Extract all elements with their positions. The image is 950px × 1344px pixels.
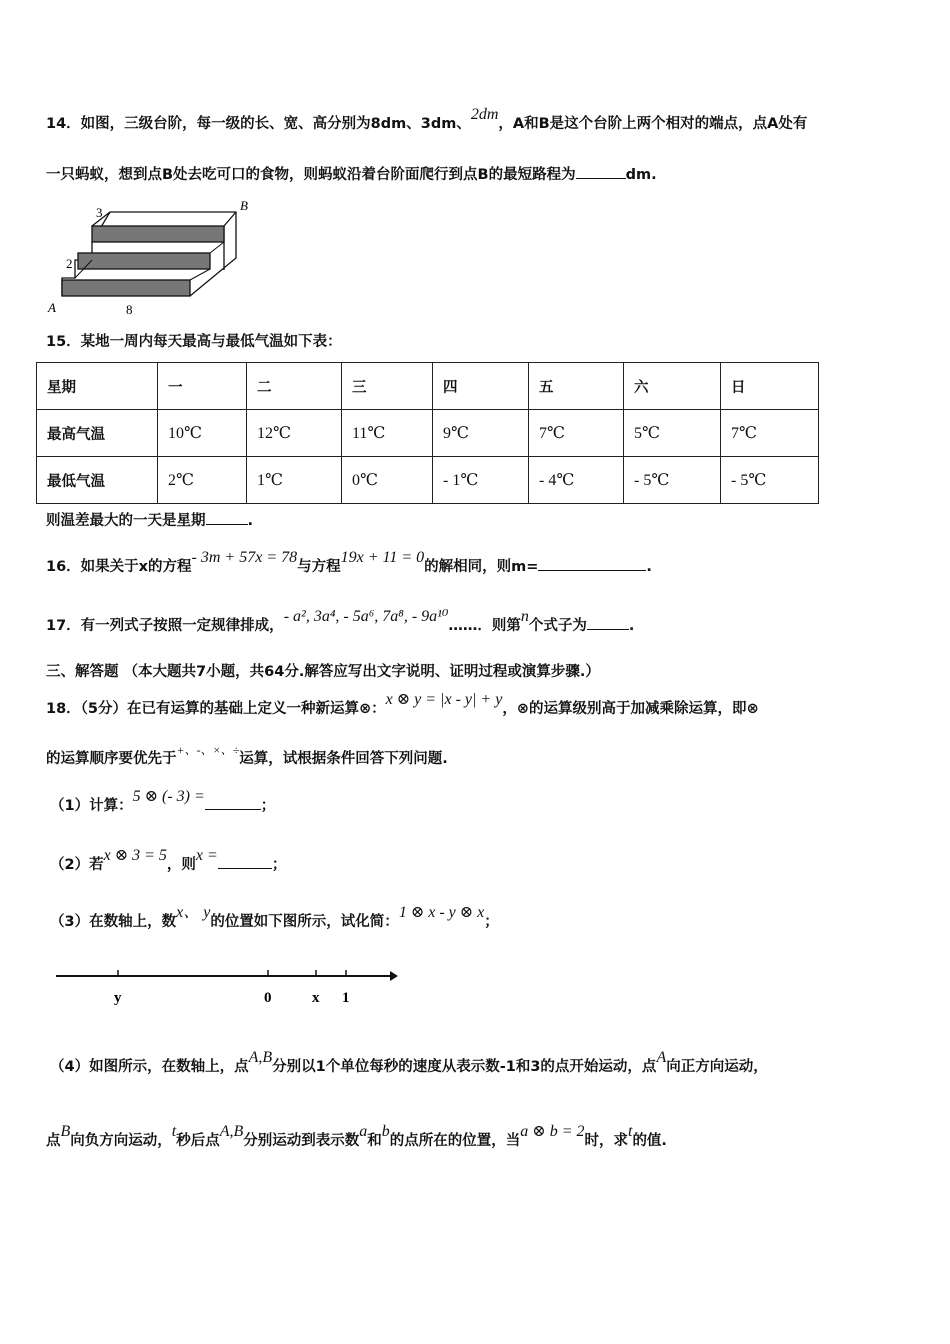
table-cell: - 5℃ [721,457,819,504]
q18-sub2 [50,847,287,875]
q17-end: . [628,618,635,634]
q14-text-2: ，A和B是这个台阶上两个相对的端点，点A处有 [498,116,808,132]
q18-sub4-a-var: a [359,1123,368,1140]
table-cell: 最低气温 [37,457,158,504]
q14-text-1: 14．如图，三级台阶，每一级的长、宽、高分别为8dm、3dm、 [46,116,471,132]
axis-label-x: x [312,990,320,1006]
q18-sub3-expr: 1 ⊗ x - y ⊗ x [398,904,485,921]
q18-sub4-text-g: 分别运动到表示数 [243,1133,360,1149]
q18-text-1: 18．（5分）在已有运算的基础上定义一种新运算⊗： [46,701,386,717]
q18-sub4-text-j: 时，求 [584,1133,628,1149]
stair-tread-2 [190,269,210,280]
q14-math-2dm: 2dm [470,106,499,123]
q18-sub4-A: A [656,1049,667,1066]
section-3-heading: 三、解答题 （本大题共7小题，共64分.解答应写出文字说明、证明过程或演算步骤.） [46,664,600,680]
stair-step-1 [62,280,190,296]
q18-sub2-mid: ，则 [166,857,196,873]
q18-definition: x ⊗ y = |x - y| + y [385,691,503,708]
q14-unit: dm. [625,167,657,183]
table-cell: 7℃ [529,410,624,457]
staircase-figure [40,198,260,318]
stair-label-b: B [240,198,248,213]
q18-sub4-line1 [50,1049,768,1077]
q15-question-text: 则温差最大的一天是星期 [46,513,206,529]
q18-sub1-end: ； [260,798,276,814]
q17-n: n [520,608,529,625]
q18-sub4-ab2: A,B [219,1123,244,1140]
number-line-arrow [390,971,398,981]
stair-label-8: 8 [126,302,133,317]
q16-eq1: - 3m + 57x = 78 [191,549,298,566]
stair-tread-3 [210,242,224,253]
q17-sequence: - a², 3a⁴, - 5a⁶, 7a⁸, - 9a¹⁰ [283,608,449,625]
q18-sub4-text-d: 点 [46,1133,61,1149]
q14-line2 [46,164,657,185]
table-cell: - 4℃ [529,457,624,504]
q18-text-2: ，⊗的运算级别高于加减乘除运算，即⊗ [502,701,759,717]
q18-sub4-text-e: 向负方向运动， [70,1133,172,1149]
table-row-header [37,363,819,410]
q17-answer-blank[interactable] [587,615,629,630]
q16-answer-blank[interactable] [538,556,646,571]
q18-sub2-expr: x ⊗ 3 = 5 [103,847,167,864]
q16-end: . [646,559,652,575]
q18-sub2-label: （2）若 [50,857,104,873]
q18-sub4-t: t [171,1123,177,1140]
q18-line2 [46,743,448,769]
axis-label-y: y [114,990,122,1006]
q18-sub4-text-k: 的值. [632,1133,667,1149]
q15-question [46,510,253,531]
q18-sub4-t2: t [627,1123,633,1140]
q16-text-2: 与方程 [297,559,341,575]
table-cell: - 5℃ [624,457,721,504]
table-cell: 三 [342,363,433,410]
q18-sub3-end: ； [484,914,499,930]
q16-eq2: 19x + 11 = 0 [340,549,425,566]
q18-sub3-mid: 的位置如下图所示，试化简： [210,914,399,930]
q17-line [46,608,635,636]
table-cell: 星期 [37,363,158,410]
q16-line [46,549,652,577]
table-cell: 0℃ [342,457,433,504]
q18-sub4-text-b: 分别以1个单位每秒的速度从表示数-1和3的点开始运动，点 [272,1059,657,1075]
q18-sub1-blank[interactable] [205,795,261,810]
q17-text-1: 17．有一列式子按照一定规律排成， [46,618,284,634]
q18-sub1-label: （1）计算： [50,798,133,814]
table-cell: 四 [433,363,529,410]
stair-label-a: A [48,300,56,315]
axis-label-one: 1 [342,990,350,1006]
q18-sub4-b-var: b [381,1123,390,1140]
table-cell: 一 [158,363,247,410]
q18-sub1-expr: 5 ⊗ (- 3) = [132,788,205,805]
table-row-high [37,410,819,457]
table-cell: 12℃ [247,410,342,457]
q18-sub4-text-i: 的点所在的位置，当 [389,1133,521,1149]
table-cell: 二 [247,363,342,410]
q18-sub4-text-f: 秒后点 [176,1133,220,1149]
q18-sub2-end: ； [271,857,287,873]
q14-text-3: 一只蚂蚁，想到点B处去吃可口的食物，则蚂蚁沿着台阶面爬行到点B的最短路程为 [46,167,576,183]
q15-end: . [247,513,254,529]
q15-answer-blank[interactable] [206,510,248,525]
stair-label-3: 3 [96,205,103,220]
q18-sub3 [50,904,499,932]
table-cell: 10℃ [158,410,247,457]
q18-sub4-text-h: 和 [367,1133,382,1149]
q18-sub3-label: （3）在数轴上，数 [50,914,177,930]
q18-line1 [46,691,759,719]
q18-sub2-blank[interactable] [218,854,272,869]
q17-text-2: ……．则第 [448,618,521,634]
q18-sub1 [50,788,276,816]
q17-text-3: 个式子为 [528,618,587,634]
q18-text-4: 运算，试根据条件回答下列问题. [239,751,448,767]
table-cell: 1℃ [247,457,342,504]
q16-text-3: 的解相同，则m= [424,559,539,575]
q18-sub2-x: x = [195,847,218,864]
number-line-figure [54,962,414,1012]
q14-answer-blank[interactable] [576,164,626,179]
table-cell: 5℃ [624,410,721,457]
table-row-low [37,457,819,504]
q16-text-1: 16．如果关于x的方程 [46,559,192,575]
table-cell: 五 [529,363,624,410]
table-cell: 9℃ [433,410,529,457]
table-cell: 最高气温 [37,410,158,457]
table-cell: 2℃ [158,457,247,504]
stair-step-2 [78,253,210,269]
q18-text-3: 的运算顺序要优先于 [46,751,177,767]
q18-sub4-eq: a ⊗ b = 2 [520,1123,585,1140]
table-cell: 日 [721,363,819,410]
q18-sub4-text-a: （4）如图所示，在数轴上，点 [50,1059,249,1075]
q18-sub4-ab: A,B [248,1049,273,1066]
q18-sub4-text-c: 向正方向运动， [666,1059,768,1075]
table-cell: 11℃ [342,410,433,457]
q14-line1 [46,106,808,134]
table-cell: 六 [624,363,721,410]
q18-operators: +、-、×、÷ [176,743,240,757]
q18-sub4-B: B [60,1123,71,1140]
stair-edge-right [224,212,236,226]
q18-sub4-line2 [46,1123,667,1151]
stair-step-3 [92,226,224,242]
temperature-table [36,362,819,504]
stair-label-2: 2 [66,256,73,271]
table-cell: 7℃ [721,410,819,457]
axis-label-zero: 0 [264,990,272,1006]
q15-intro: 15．某地一周内每天最高与最低气温如下表： [46,334,342,350]
q18-sub3-xy: x、 y [176,904,211,921]
table-cell: - 1℃ [433,457,529,504]
